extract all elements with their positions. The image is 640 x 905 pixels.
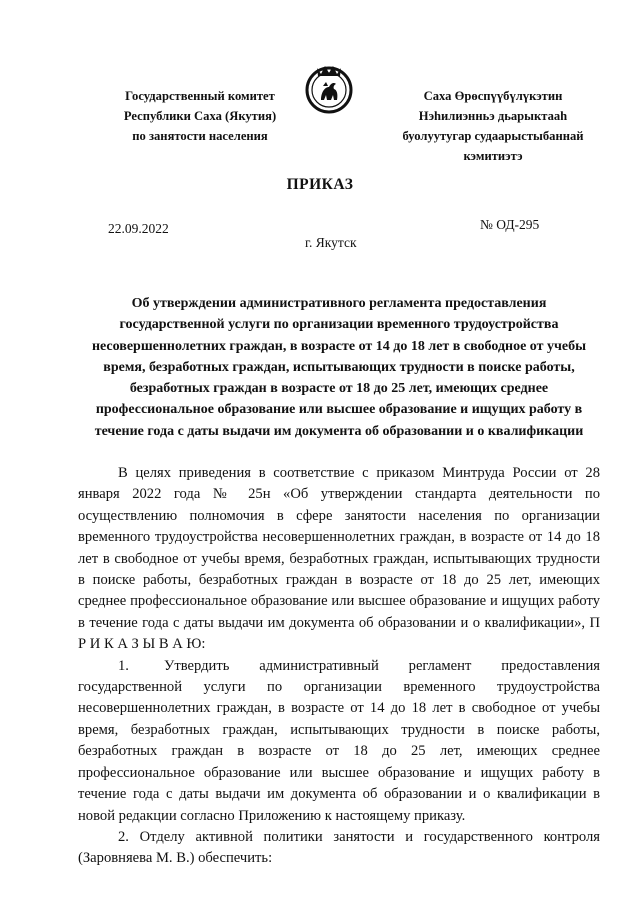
sakha-republic-emblem-icon xyxy=(304,60,354,116)
order-number: № ОД-295 xyxy=(480,217,540,232)
order-body xyxy=(78,463,600,870)
order-subject: Об утверждении административного регламента предоставления государственной услуги по организации временного трудоустройства несовершеннолетних граждан, в возрасте от 14 до 18 лет в свободное от учебы время, безработных граждан, испытывающих трудности в поиске работы, безработных граждан в возрасте от 18 до 25 лет, имеющих среднее профессиональное образование или высшее образование и ищущих работу в течение года с даты выдачи им документа об образовании и о квалификации xyxy=(91,296,587,439)
org-sah-line-2: Нэһилиэнньэ дьарыктааһ xyxy=(418,109,568,123)
order-city: г. Якутск xyxy=(305,235,357,250)
order-title: ПРИКАЗ xyxy=(286,176,354,193)
org-sah-line-4: кэмитиэтэ xyxy=(463,149,523,163)
org-name-russian xyxy=(90,86,310,146)
org-sah-line-3: буолуутугар судаарыстыбаннай xyxy=(402,129,584,143)
org-sah-line-1: Саха Өрөспүүбүлүкэтин xyxy=(423,89,563,103)
org-ru-line-3: по занятости населения xyxy=(132,129,268,143)
item-1-number: 1. xyxy=(118,657,129,674)
order-date: 22.09.2022 xyxy=(108,221,169,236)
item-2-paragraph: 2. Отделу активной политики занятости и государственного контроля (Заровняева М. В.) обеспечить: xyxy=(78,828,600,867)
org-name-sakha xyxy=(382,86,604,166)
preamble-paragraph: В целях приведения в соответствие с приказом Минтруда России от 28 января 2022 года № 25н «Об утверждении стандарта деятельности по осуществлению полномочия в сфере занятости населения по организации временного трудоустройства несовершеннолетних граждан, в возрасте от 14 до 18 лет в свободное от учебы время, безработных граждан, испытывающих трудности в поиске работы, безработных граждан в возрасте от 18 до 25 лет, имеющих среднее профессиональное образование или высшее образование и ищущих работу в течение года с даты выдачи им документа об образовании и о квалификации», П Р И К А З Ы В А Ю: xyxy=(78,465,600,653)
item-1-paragraph xyxy=(78,656,600,827)
org-ru-line-1: Государственный комитет xyxy=(125,89,275,103)
item-1-text: Утвердить административный регламент предоставления государственной услуги по организации временного трудоустройства несовершеннолетних граждан, в возрасте от 14 до 18 лет в свободное от учебы время, безработных граждан, испытывающих трудности в поиске работы, безработных граждан в возрасте от 18 до 25 лет, имеющих среднее профессиональное образование или высшее образование и ищущих работу в течение года с даты выдачи им документа об образовании и о квалификации в новой редакции согласно Приложению к настоящему приказу. xyxy=(78,657,600,824)
org-ru-line-2: Республики Саха (Якутия) xyxy=(123,109,277,123)
